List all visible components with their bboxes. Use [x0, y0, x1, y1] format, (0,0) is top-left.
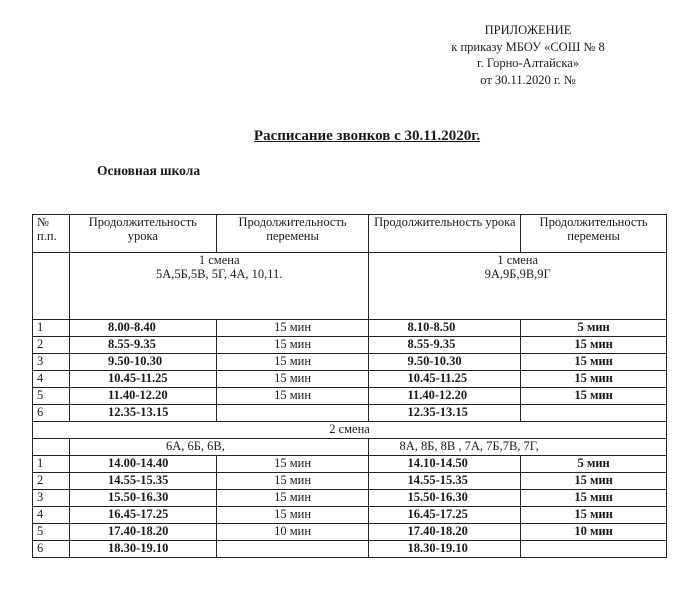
header-number: № п.п.	[33, 215, 70, 253]
shift2-label-row	[33, 422, 667, 439]
lesson-time-2: 18.30-19.10	[369, 541, 521, 558]
shift1-right-label: 1 смена	[497, 253, 539, 267]
shift2-empty-cell	[33, 439, 70, 456]
break-duration-1	[216, 405, 369, 422]
break-duration-2	[521, 541, 667, 558]
lesson-time-2: 15.50-16.30	[369, 490, 521, 507]
break-duration-1	[216, 541, 369, 558]
row-number: 2	[33, 473, 70, 490]
lesson-time-2: 14.55-15.35	[369, 473, 521, 490]
table-row	[33, 524, 667, 541]
shift1-right-cell	[369, 253, 667, 320]
lesson-time-2: 8.55-9.35	[369, 337, 521, 354]
break-duration-2: 15 мин	[521, 354, 667, 371]
section-subtitle: Основная школа	[97, 163, 201, 178]
row-number: 3	[33, 490, 70, 507]
shift1-left-classes: 5А,5Б,5В, 5Г, 4А, 10,11.	[155, 267, 283, 281]
lesson-time-1: 8.00-8.40	[69, 320, 216, 337]
table-row	[33, 320, 667, 337]
lesson-time-1: 11.40-12.20	[69, 388, 216, 405]
table-header-row	[33, 215, 667, 253]
lesson-time-2: 11.40-12.20	[369, 388, 521, 405]
shift1-classes-row	[33, 253, 667, 320]
appendix-block	[408, 22, 648, 88]
lesson-time-1: 12.35-13.15	[69, 405, 216, 422]
appendix-line-4: от 30.11.2020 г. №	[480, 72, 576, 87]
table-row	[33, 388, 667, 405]
table-row	[33, 490, 667, 507]
header-break-duration-1: Продолжительность перемены	[216, 215, 369, 253]
row-number: 4	[33, 371, 70, 388]
document-title: Расписание звонков с 30.11.2020г.	[253, 128, 481, 144]
row-number: 1	[33, 456, 70, 473]
row-number: 3	[33, 354, 70, 371]
table-row	[33, 354, 667, 371]
break-duration-2	[521, 405, 667, 422]
shift2-classes-row	[33, 439, 667, 456]
break-duration-2: 15 мин	[521, 507, 667, 524]
appendix-line-1: ПРИЛОЖЕНИЕ	[484, 23, 572, 37]
break-duration-2: 15 мин	[521, 337, 667, 354]
lesson-time-1: 8.55-9.35	[69, 337, 216, 354]
row-number: 1	[33, 320, 70, 337]
table-row	[33, 405, 667, 422]
break-duration-1: 15 мин	[216, 320, 369, 337]
break-duration-1: 15 мин	[216, 371, 369, 388]
header-break-duration-2: Продолжительность перемены	[521, 215, 667, 253]
lesson-time-1: 18.30-19.10	[69, 541, 216, 558]
lesson-time-1: 17.40-18.20	[69, 524, 216, 541]
lesson-time-2: 12.35-13.15	[369, 405, 521, 422]
row-number: 5	[33, 388, 70, 405]
lesson-time-1: 9.50-10.30	[69, 354, 216, 371]
shift2-right-classes: 8А, 8Б, 8В , 7А, 7Б,7В, 7Г,	[369, 439, 667, 456]
appendix-line-3: г. Горно-Алтайска»	[476, 56, 580, 70]
shift1-left-label: 1 смена	[198, 253, 240, 267]
lesson-time-1: 10.45-11.25	[69, 371, 216, 388]
lesson-time-1: 15.50-16.30	[69, 490, 216, 507]
table-row	[33, 371, 667, 388]
appendix-line-2: к приказу МБОУ «СОШ № 8	[451, 39, 605, 54]
lesson-time-1: 14.00-14.40	[69, 456, 216, 473]
lesson-time-2: 14.10-14.50	[369, 456, 521, 473]
lesson-time-1: 16.45-17.25	[69, 507, 216, 524]
row-number: 6	[33, 405, 70, 422]
table-row	[33, 507, 667, 524]
break-duration-2: 15 мин	[521, 473, 667, 490]
shift2-label: 2 смена	[33, 422, 667, 439]
row-number: 4	[33, 507, 70, 524]
table-row	[33, 473, 667, 490]
break-duration-2: 15 мин	[521, 371, 667, 388]
row-number: 5	[33, 524, 70, 541]
break-duration-2: 15 мин	[521, 388, 667, 405]
break-duration-2: 5 мин	[521, 456, 667, 473]
lesson-time-2: 16.45-17.25	[369, 507, 521, 524]
header-lesson-duration-2: Продолжительность урока	[369, 215, 521, 253]
break-duration-1: 15 мин	[216, 388, 369, 405]
lesson-time-2: 9.50-10.30	[369, 354, 521, 371]
lesson-time-2: 10.45-11.25	[369, 371, 521, 388]
break-duration-1: 15 мин	[216, 354, 369, 371]
header-lesson-duration-1: Продолжительность урока	[69, 215, 216, 253]
break-duration-1: 15 мин	[216, 337, 369, 354]
shift1-empty-cell	[33, 253, 70, 320]
break-duration-1: 15 мин	[216, 507, 369, 524]
break-duration-1: 15 мин	[216, 456, 369, 473]
row-number: 2	[33, 337, 70, 354]
lesson-time-2: 17.40-18.20	[369, 524, 521, 541]
shift2-left-classes: 6А, 6Б, 6В,	[69, 439, 369, 456]
table-row	[33, 541, 667, 558]
break-duration-1: 15 мин	[216, 473, 369, 490]
row-number: 6	[33, 541, 70, 558]
break-duration-2: 10 мин	[521, 524, 667, 541]
break-duration-2: 5 мин	[521, 320, 667, 337]
lesson-time-1: 14.55-15.35	[69, 473, 216, 490]
shift1-right-classes: 9А,9Б,9В,9Г	[484, 267, 551, 281]
bell-schedule-table	[32, 214, 667, 558]
table-row	[33, 456, 667, 473]
lesson-time-2: 8.10-8.50	[369, 320, 521, 337]
break-duration-1: 10 мин	[216, 524, 369, 541]
table-row	[33, 337, 667, 354]
shift1-left-cell	[69, 253, 369, 320]
break-duration-2: 15 мин	[521, 490, 667, 507]
break-duration-1: 15 мин	[216, 490, 369, 507]
